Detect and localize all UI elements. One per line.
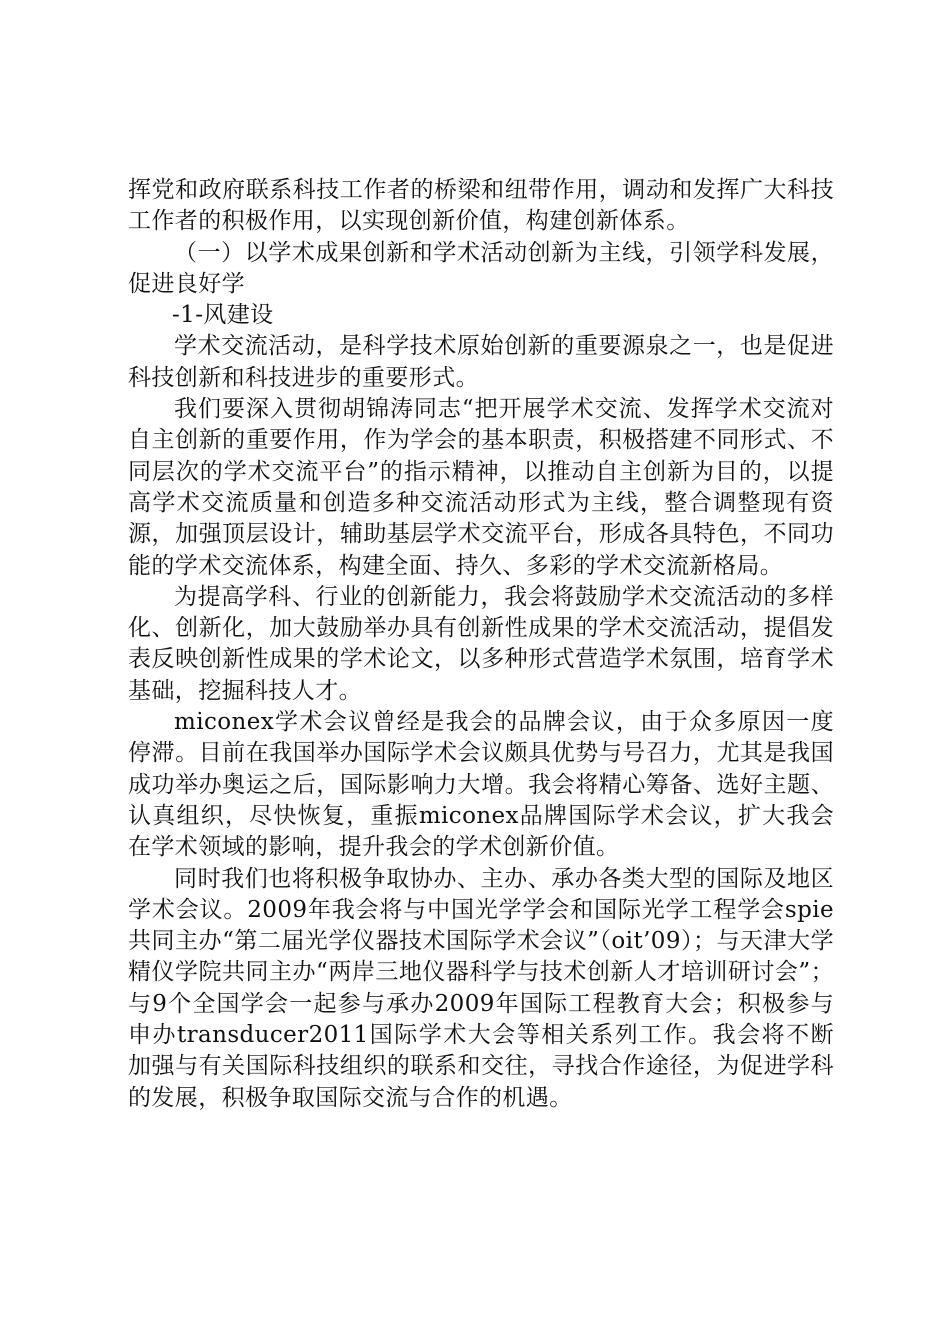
paragraph-3: 我们要深入贯彻胡锦涛同志“把开展学术交流、发挥学术交流对自主创新的重要作用，作为学会的基本职责，积极搭建不同形式、不同层次的学术交流平台”的指示精神，以推动自主创新为目的，以提高学术交流质量和创造多种交流活动形式为主线，整合调整现有资源，加强顶层设计，辅助基层学术交流平台，形成各具特色，不同功能的学术交流体系，构建全面、持久、多彩的学术交流新格局。	[128, 396, 834, 579]
section-heading: （一）以学术成果创新和学术活动创新为主线，引领学科发展，促进良好学	[128, 239, 834, 297]
paragraph-2: 学术交流活动，是科学技术原始创新的重要源泉之一，也是促进科技创新和科技进步的重要形式。	[128, 333, 834, 391]
page-marker-line: -1-风建设	[172, 302, 274, 329]
paragraph-4: 为提高学科、行业的创新能力，我会将鼓励学术交流活动的多样化、创新化，加大鼓励举办具有创新性成果的学术交流活动，提倡发表反映创新性成果的学术论文，以多种形式营造学术氛围，培育学术基础，挖掘科技人才。	[128, 583, 834, 704]
paragraph-1: 挥党和政府联系科技工作者的桥梁和纽带作用，调动和发挥广大科技工作者的积极作用，以实现创新价值，构建创新体系。	[128, 177, 834, 235]
paragraph-6: 同时我们也将积极争取协办、主办、承办各类大型的国际及地区学术会议。2009年我会将与中国光学学会和国际光学工程学会spie共同主办“第二届光学仪器技术国际学术会议”（oit’09）；与天津大学精仪学院共同主办“两岸三地仪器科学与技术创新人才培训研讨会”；与9个全国学会一起参与承办2009年国际工程教育大会；积极参与申办transducer2011国际学术大会等相关系列工作。我会将不断加强与有关国际科技组织的联系和交往，寻找合作途径，为促进学科的发展，积极争取国际交流与合作的机遇。	[128, 865, 834, 1111]
paragraph-5: miconex学术会议曾经是我会的品牌会议，由于众多原因一度停滞。目前在我国举办国际学术会议颇具优势与号召力，尤其是我国成功举办奥运之后，国际影响力大增。我会将精心筹备、选好主题、认真组织，尽快恢复，重振miconex品牌国际学术会议，扩大我会在学术领域的影响，提升我会的学术创新价值。	[128, 709, 834, 861]
document-body	[128, 175, 834, 1114]
